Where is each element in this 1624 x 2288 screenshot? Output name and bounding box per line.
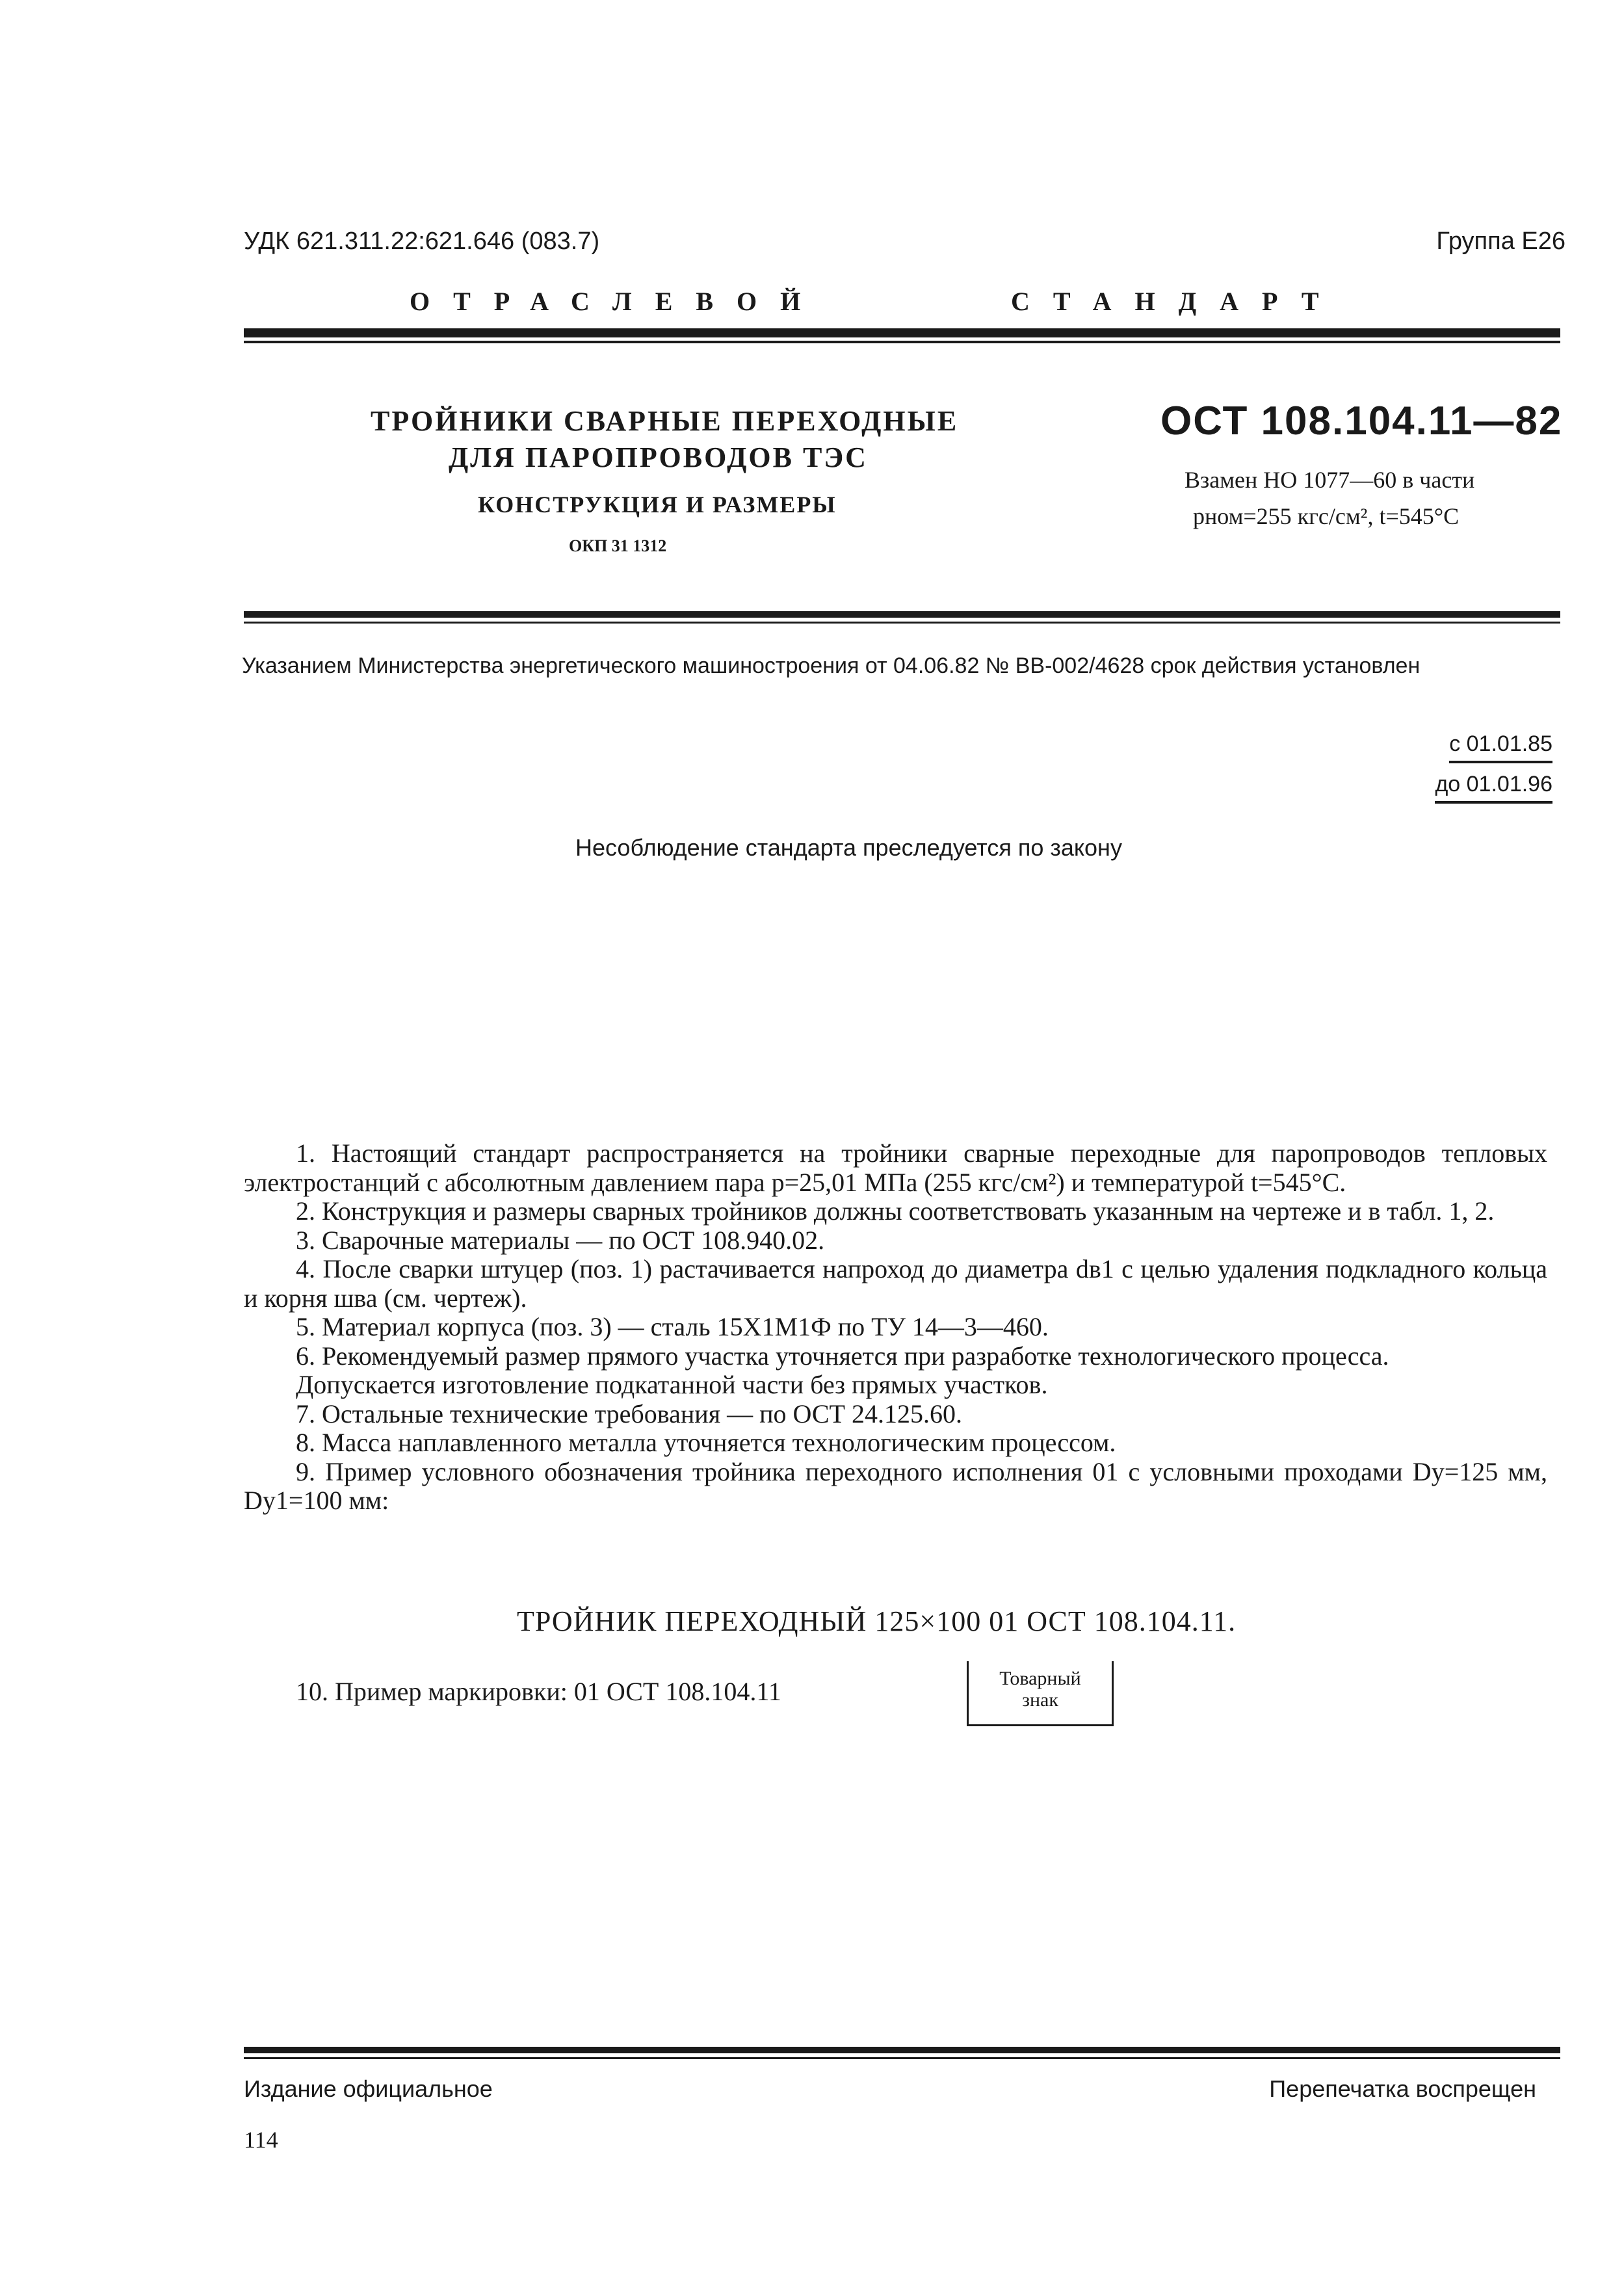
clause-5: 5. Материал корпуса (поз. 3) — сталь 15Х1М1Ф по ТУ 14—3—460.: [296, 1312, 1049, 1341]
clause-6-note: Допускается изготовление подкатанной части без прямых участков.: [296, 1370, 1048, 1399]
document-title-line-1: ТРОЙНИКИ СВАРНЫЕ ПЕРЕХОДНЫЕ: [371, 405, 959, 437]
replaces-note-line-1: Взамен НО 1077—60 в части: [1185, 467, 1475, 493]
body-text: [244, 1139, 1547, 1516]
footer-rule-thick: [244, 2047, 1560, 2053]
clause-4: 4. После сварки штуцер (поз. 1) растачивается напроход до диаметра dв1 с целью удаления подкладного кольца и корня шва (см. чертеж).: [244, 1254, 1547, 1313]
title-rule-thin: [244, 622, 1560, 624]
header-rule-thin: [244, 341, 1560, 343]
title-rule-thick: [244, 611, 1560, 618]
ministry-directive: Указанием Министерства энергетического машиностроения от 04.06.82 № ВВ-002/4628 срок действия установлен: [242, 653, 1421, 678]
law-notice: Несоблюдение стандарта преследуется по закону: [575, 834, 1122, 861]
clause-1: 1. Настоящий стандарт распространяется на тройники сварные переходные для паропроводов тепловых электростанций с абсолютным давлением пара p=25,01 МПа (255 кгс/см²) и температурой t=545°С.: [244, 1138, 1547, 1197]
standard-number: ОСТ 108.104.11—82: [1160, 399, 1563, 443]
validity-date-to: до 01.01.96: [1435, 772, 1552, 804]
clause-3: 3. Сварочные материалы — по ОСТ 108.940.02.: [296, 1225, 825, 1255]
standard-type-word-1: ОТРАСЛЕВОЙ: [410, 287, 824, 316]
replaces-note-line-2: pном=255 кгс/см², t=545°С: [1193, 503, 1460, 529]
clause-6: 6. Рекомендуемый размер прямого участка уточняется при разработке технологического процесса.: [296, 1341, 1389, 1371]
okp-code: ОКП 31 1312: [569, 536, 667, 555]
clause-9: 9. Пример условного обозначения тройника переходного исполнения 01 с условными проходами Dу=125 мм, Dу1=100 мм:: [244, 1456, 1547, 1515]
document-subtitle: КОНСТРУКЦИЯ И РАЗМЕРЫ: [478, 492, 837, 518]
trademark-label-line-1: Товарный: [999, 1668, 1081, 1689]
document-title-line-2: ДЛЯ ПАРОПРОВОДОВ ТЭС: [449, 441, 868, 473]
clause-7: 7. Остальные технические требования — по ОСТ 24.125.60.: [296, 1399, 962, 1428]
standard-type-word-2: СТАНДАРТ: [1011, 287, 1342, 316]
designation-example: ТРОЙНИК ПЕРЕХОДНЫЙ 125×100 01 ОСТ 108.104.11.: [517, 1605, 1237, 1637]
clause-2: 2. Конструкция и размеры сварных тройников должны соответствовать указанным на чертеже и в табл. 1, 2.: [296, 1196, 1495, 1226]
footer-rule-thin: [244, 2057, 1560, 2059]
clause-8: 8. Масса наплавленного металла уточняется технологическим процессом.: [296, 1428, 1116, 1457]
page-number: 114: [244, 2127, 278, 2153]
edition-label: Издание официальное: [244, 2075, 493, 2102]
reprint-notice: Перепечатка воспрещен: [1269, 2075, 1536, 2102]
udk-code: УДК 621.311.22:621.646 (083.7): [244, 228, 600, 255]
header-rule-thick: [244, 328, 1560, 337]
trademark-label-line-2: знак: [1022, 1689, 1058, 1711]
group-code: Группа Е26: [1436, 228, 1565, 255]
trademark-box: [967, 1661, 1114, 1726]
marking-example: 10. Пример маркировки: 01 ОСТ 108.104.11: [296, 1677, 781, 1706]
validity-date-from: с 01.01.85: [1449, 731, 1552, 763]
